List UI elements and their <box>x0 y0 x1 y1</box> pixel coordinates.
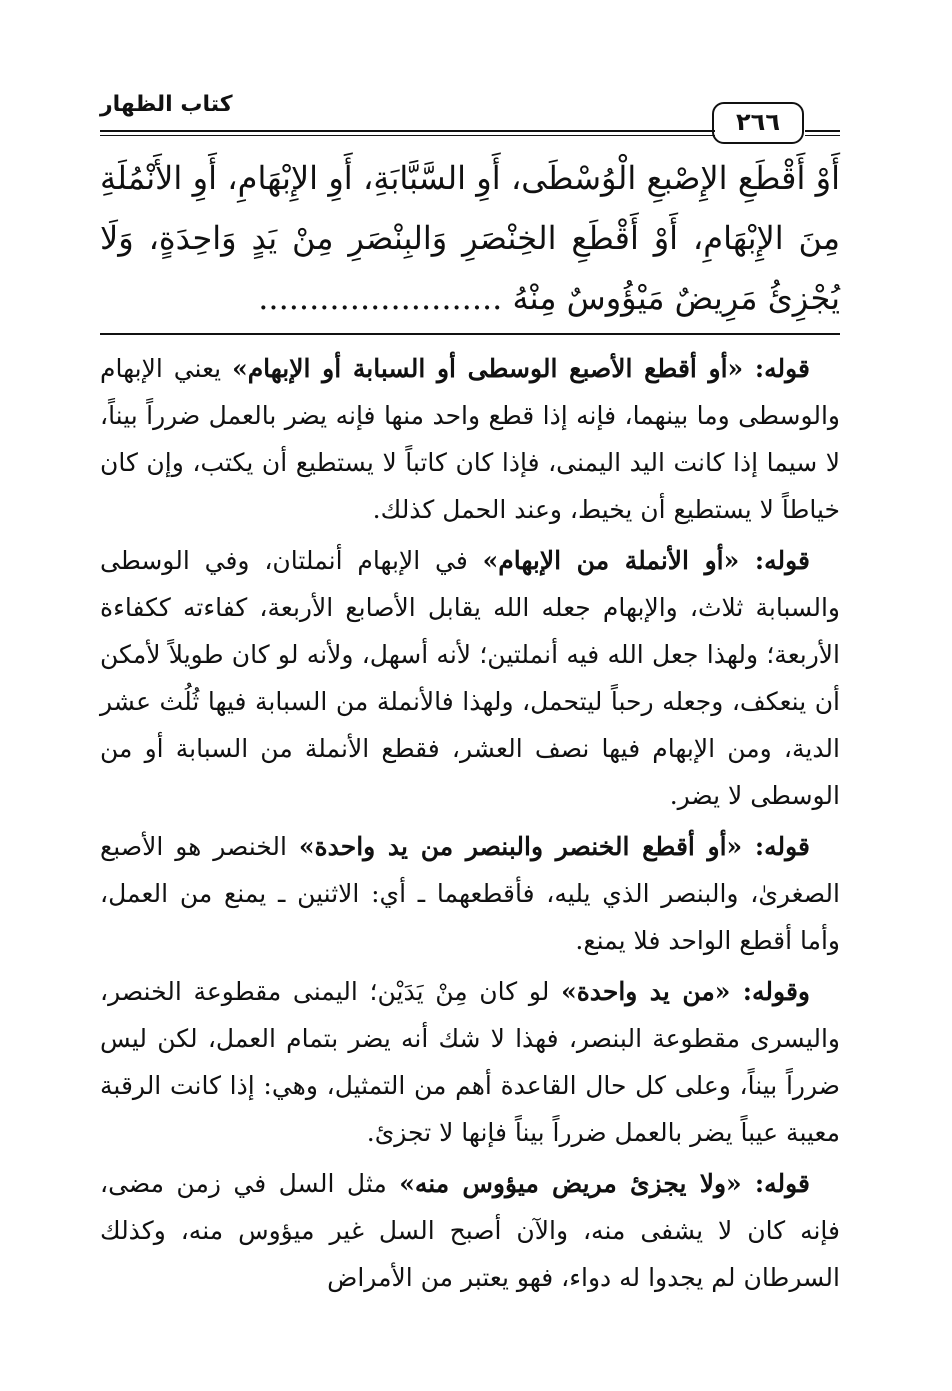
commentary-text: يعني الإبهام والوسطى وما بينهما، فإنه إذا قطع واحد منها فإنه يضر بالعمل ضرراً بيناً، لا سيما إذا كانت اليد اليمنى، فإذا كان كاتباً لا يستطيع أن يكتب، وإن كان خياطاً لا يستطيع أن يخيط، وعند الحمل كذلك. <box>100 354 840 524</box>
book-title: كتاب الظهار <box>100 92 233 117</box>
commentary-lead: قوله: «أو أقطع الأصبع الوسطى أو السبابة أو الإبهام» <box>232 354 810 383</box>
header-rule-right <box>805 130 840 136</box>
commentary-text: الخنصر هو الأصبع الصغرىٰ، والبنصر الذي يليه، فأقطعهما ـ أي: الاثنين ـ يمنع من العمل، وأما أقطع الواحد فلا يمنع. <box>100 832 840 955</box>
commentary-section <box>100 345 840 1305</box>
page-header <box>100 92 840 152</box>
header-rule-left <box>100 130 715 136</box>
commentary-lead: قوله: «أو الأنملة من الإبهام» <box>482 546 810 575</box>
commentary-paragraph <box>100 1160 840 1301</box>
commentary-paragraph <box>100 968 840 1156</box>
matn-text: أَوْ أَقْطَعِ الإِصْبعِ الْوُسْطَى، أَوِ السَّبَّابَةِ، أَوِ الإِبْهَامِ، أَوِ الأَنْمُلَةِ مِنَ الإِبْهَامِ، أَوْ أَقْطَعِ الخِنْصَرِ وَالبِنْصَرِ مِنْ يَدٍ وَاحِدَةٍ، وَلَا يُجْزِئُ مَرِيضٌ مَيْؤُوسٌ مِنْهُ ........................ <box>100 159 841 317</box>
commentary-text: مثل السل في زمن مضى، فإنه كان لا يشفى منه، والآن أصبح السل غير ميؤوس منه، وكذلك السرطان لم يجدوا له دواء، فهو يعتبر من الأمراض <box>100 1169 840 1292</box>
commentary-text: لو كان مِنْ يَدَيْن؛ اليمنى مقطوعة الخنصر، واليسرى مقطوعة البنصر، فهذا لا شك أنه يضر بتمام العمل، لكن ليس ضرراً بيناً، وعلى كل حال القاعدة أهم من التمثيل، وهي: إذا كانت الرقبة معيبة عيباً يضر بالعمل ضرراً بيناً فإنها لا تجزئ. <box>100 977 840 1147</box>
commentary-lead: قوله: «ولا يجزئ مريض ميؤوس منه» <box>399 1169 810 1198</box>
commentary-paragraph <box>100 537 840 819</box>
commentary-lead: وقوله: «من يد واحدة» <box>561 977 810 1006</box>
section-divider <box>100 333 840 335</box>
commentary-paragraph <box>100 823 840 964</box>
page-number: ٢٦٦ <box>712 102 804 144</box>
commentary-text: في الإبهام أنملتان، وفي الوسطى والسبابة ثلاث، والإبهام جعله الله يقابل الأصابع الأربعة، كفاءته ككفاءة الأربعة؛ ولهذا جعل الله فيه أنملتين؛ لأنه أسهل، ولأنه لو كان طويلاً لأمكن أن ينعكف، وجعله رحباً ليتحمل، ولهذا فالأنملة من السبابة فيها ثُلُث عشر الدية، ومن الإبهام فيها نصف العشر، فقطع الأنملة من السبابة أو من الوسطى لا يضر. <box>100 546 840 810</box>
commentary-paragraph <box>100 345 840 533</box>
commentary-lead: قوله: «أو أقطع الخنصر والبنصر من يد واحدة» <box>298 832 810 861</box>
